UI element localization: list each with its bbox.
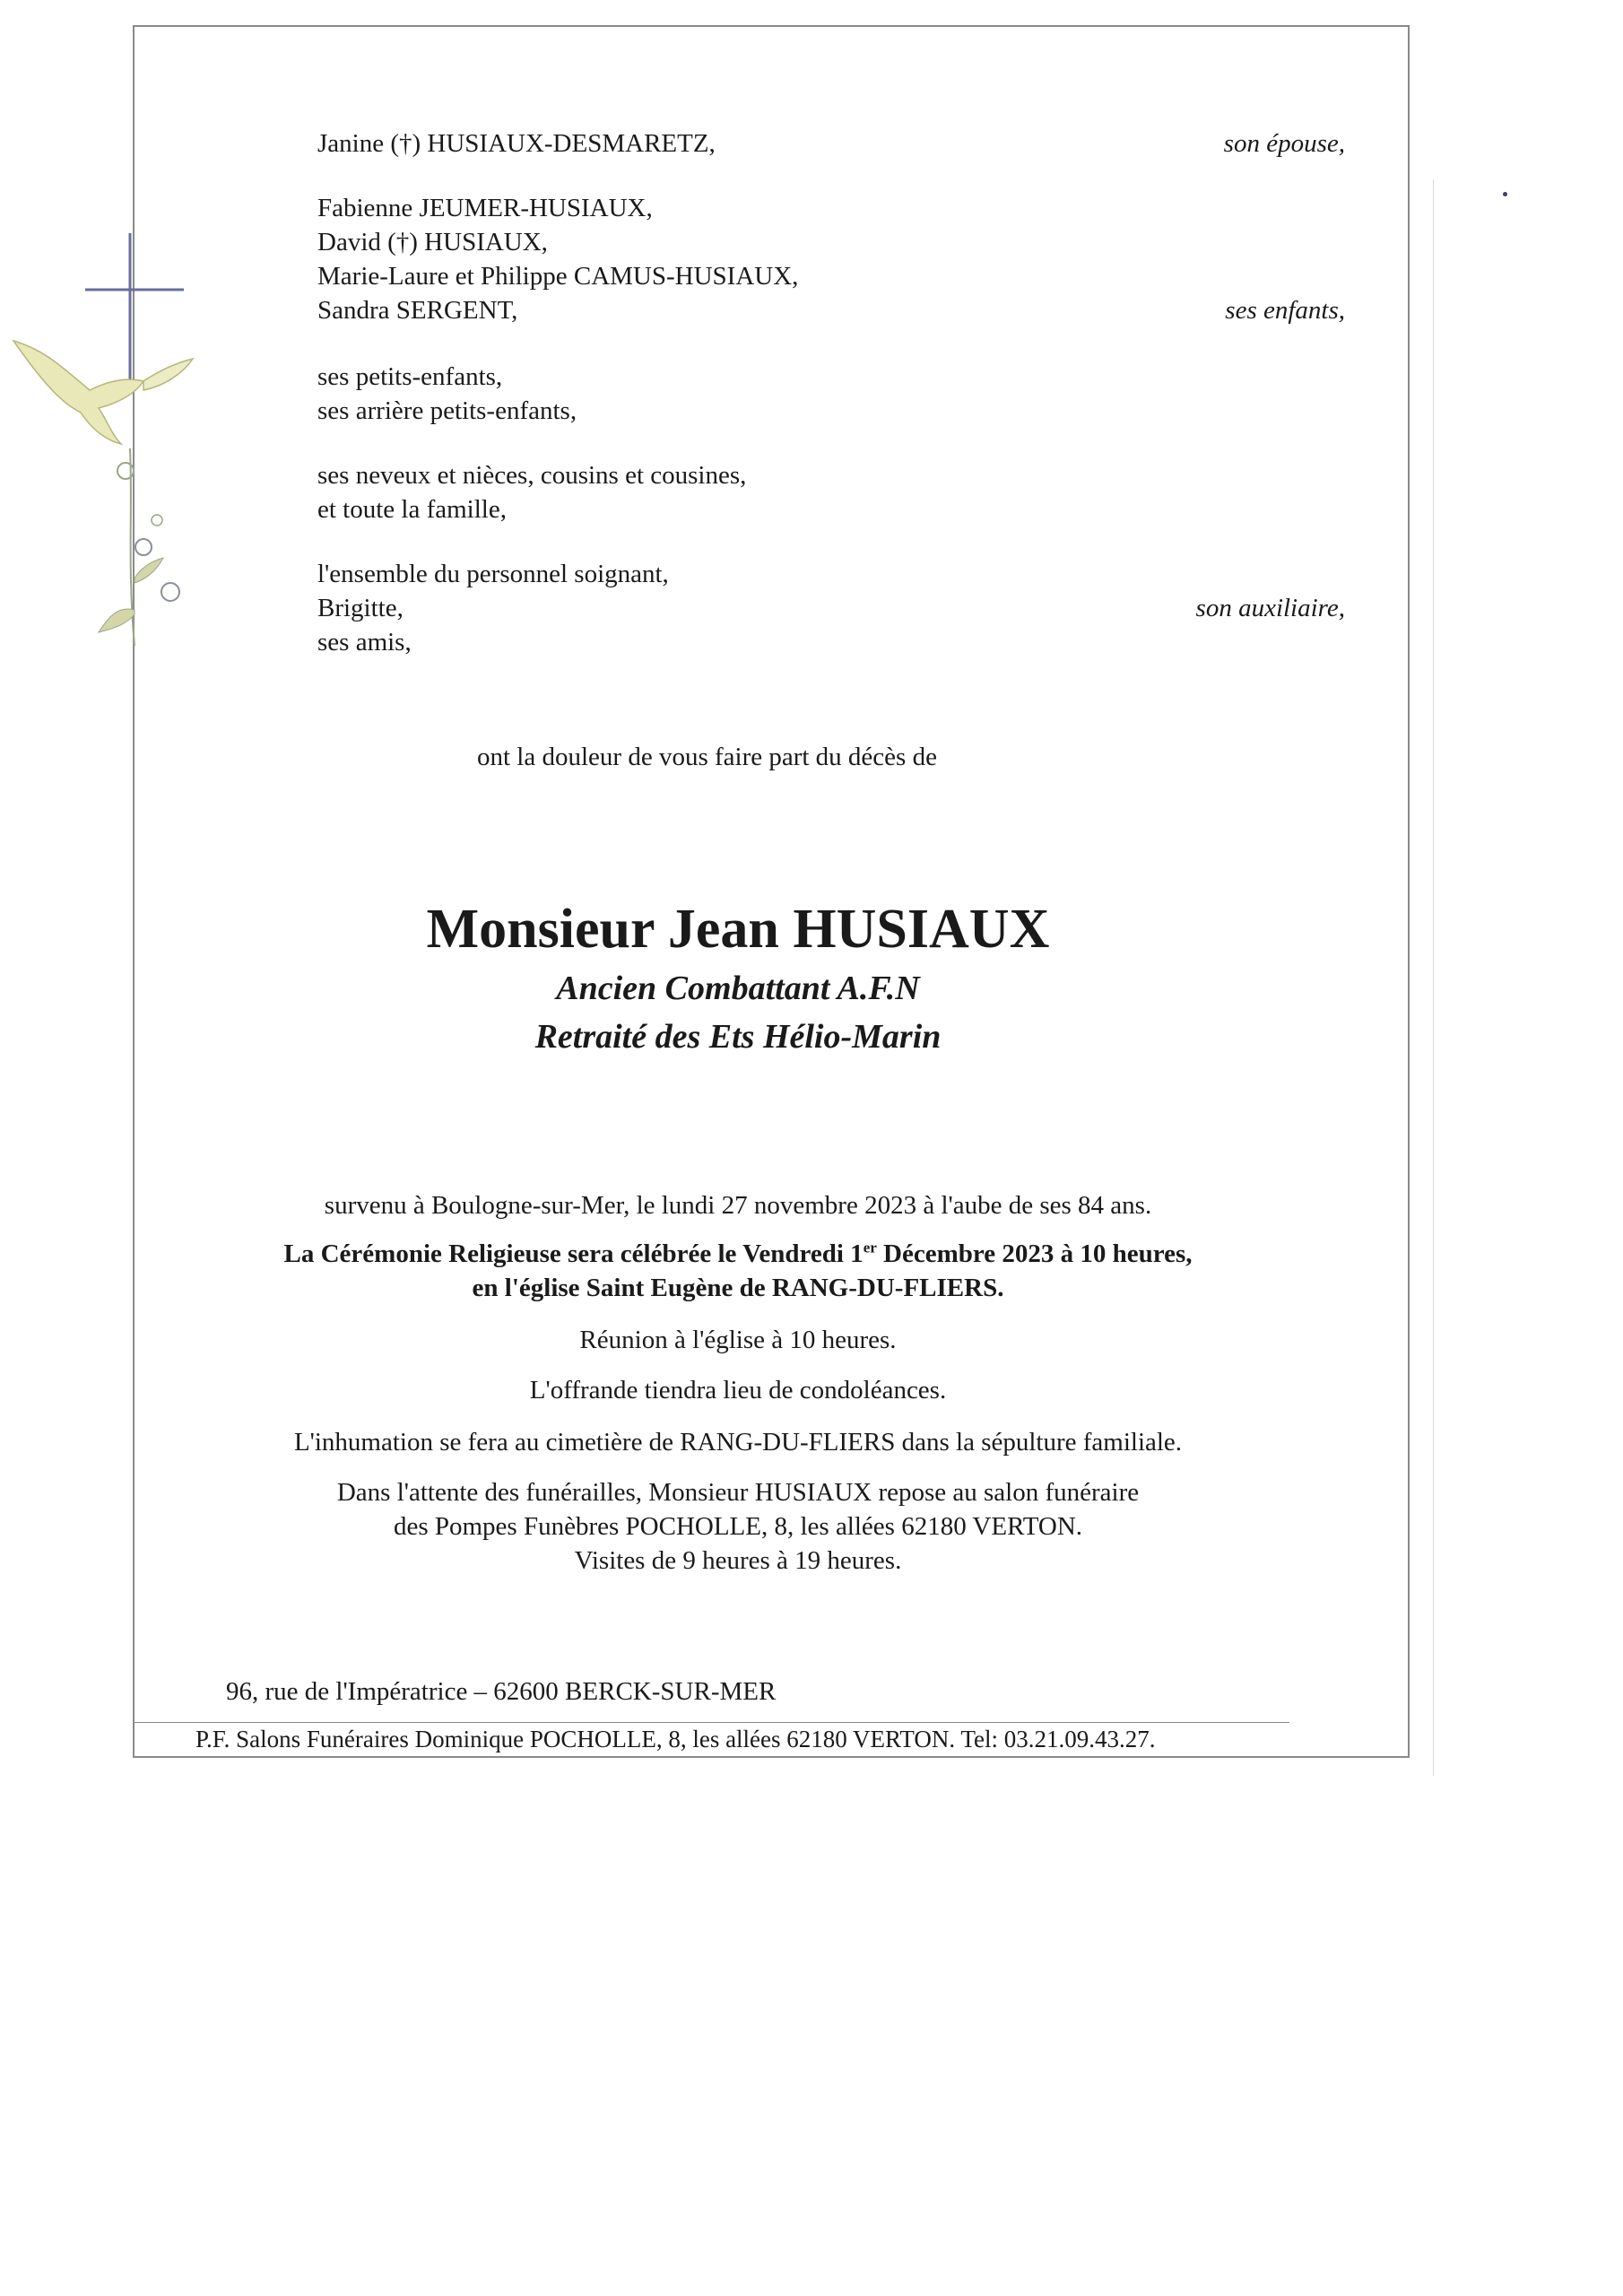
child-name: Marie-Laure et Philippe CAMUS-HUSIAUX, <box>317 262 799 291</box>
salon-line-2: des Pompes Funèbres POCHOLLE, 8, les allées 62180 VERTON. <box>393 1512 1083 1541</box>
children-role: ses enfants, <box>1225 296 1345 325</box>
offering-line: L'offrande tiendra lieu de condoléances. <box>529 1376 947 1405</box>
reunion-line: Réunion à l'église à 10 heures. <box>579 1326 897 1354</box>
child-name: Sandra SERGENT, <box>317 296 518 325</box>
footer-address: 96, rue de l'Impératrice – 62600 BERCK-SUR-MER <box>226 1677 777 1706</box>
others-line: ses amis, <box>317 628 412 657</box>
religious-ornament <box>9 224 206 691</box>
relatives-line: ses neveux et nièces, cousins et cousines, <box>317 461 747 490</box>
cross-icon <box>85 233 184 386</box>
relatives-line: et toute la famille, <box>317 495 507 524</box>
visits-line: Visites de 9 heures à 19 heures. <box>574 1546 902 1575</box>
others-line: Brigitte, <box>317 594 404 622</box>
footer-funeral-home: P.F. Salons Funéraires Dominique POCHOLLE, 8, les allées 62180 VERTON. Tel: 03.21.09.43.27. <box>195 1726 1156 1752</box>
grandchildren-line: ses petits-enfants, <box>317 362 503 391</box>
announcement: ont la douleur de vous faire part du décès de <box>477 743 937 771</box>
flower-icon <box>99 448 179 646</box>
death-details: survenu à Boulogne-sur-Mer, le lundi 27 novembre 2023 à l'aube de ses 84 ans. <box>324 1191 1152 1220</box>
spouse-name: Janine (†) HUSIAUX-DESMARETZ, <box>317 129 716 158</box>
deceased-title-1: Ancien Combattant A.F.N <box>556 970 920 1007</box>
salon-line-1: Dans l'attente des funérailles, Monsieur HUSIAUX repose au salon funéraire <box>336 1478 1140 1507</box>
ceremony-text-date: Décembre 2023 à 10 heures, <box>876 1239 1193 1268</box>
scan-dot <box>1503 192 1507 196</box>
church-line: en l'église Saint Eugène de RANG-DU-FLIERS. <box>472 1274 1004 1302</box>
others-line: l'ensemble du personnel soignant, <box>317 560 669 588</box>
child-name: Fabienne JEUMER-HUSIAUX, <box>317 194 653 222</box>
ceremony-ordinal: er <box>863 1239 877 1257</box>
scan-edge-line <box>1433 179 1434 1776</box>
ceremony-line <box>133 1238 1343 1270</box>
grandchildren-line: ses arrière petits-enfants, <box>317 396 577 425</box>
deceased-title-2: Retraité des Ets Hélio-Marin <box>534 1018 942 1056</box>
ceremony-text: La Cérémonie Religieuse sera célébrée le Vendredi 1 <box>283 1239 864 1268</box>
dove-icon <box>13 341 193 444</box>
burial-line: L'inhumation se fera au cimetière de RANG-DU-FLIERS dans la sépulture familiale. <box>293 1428 1183 1457</box>
child-name: David (†) HUSIAUX, <box>317 228 548 257</box>
auxiliary-role: son auxiliaire, <box>1195 594 1345 622</box>
footer-divider <box>133 1722 1289 1723</box>
spouse-role: son épouse, <box>1223 129 1345 158</box>
deceased-name: Monsieur Jean HUSIAUX <box>426 899 1050 960</box>
